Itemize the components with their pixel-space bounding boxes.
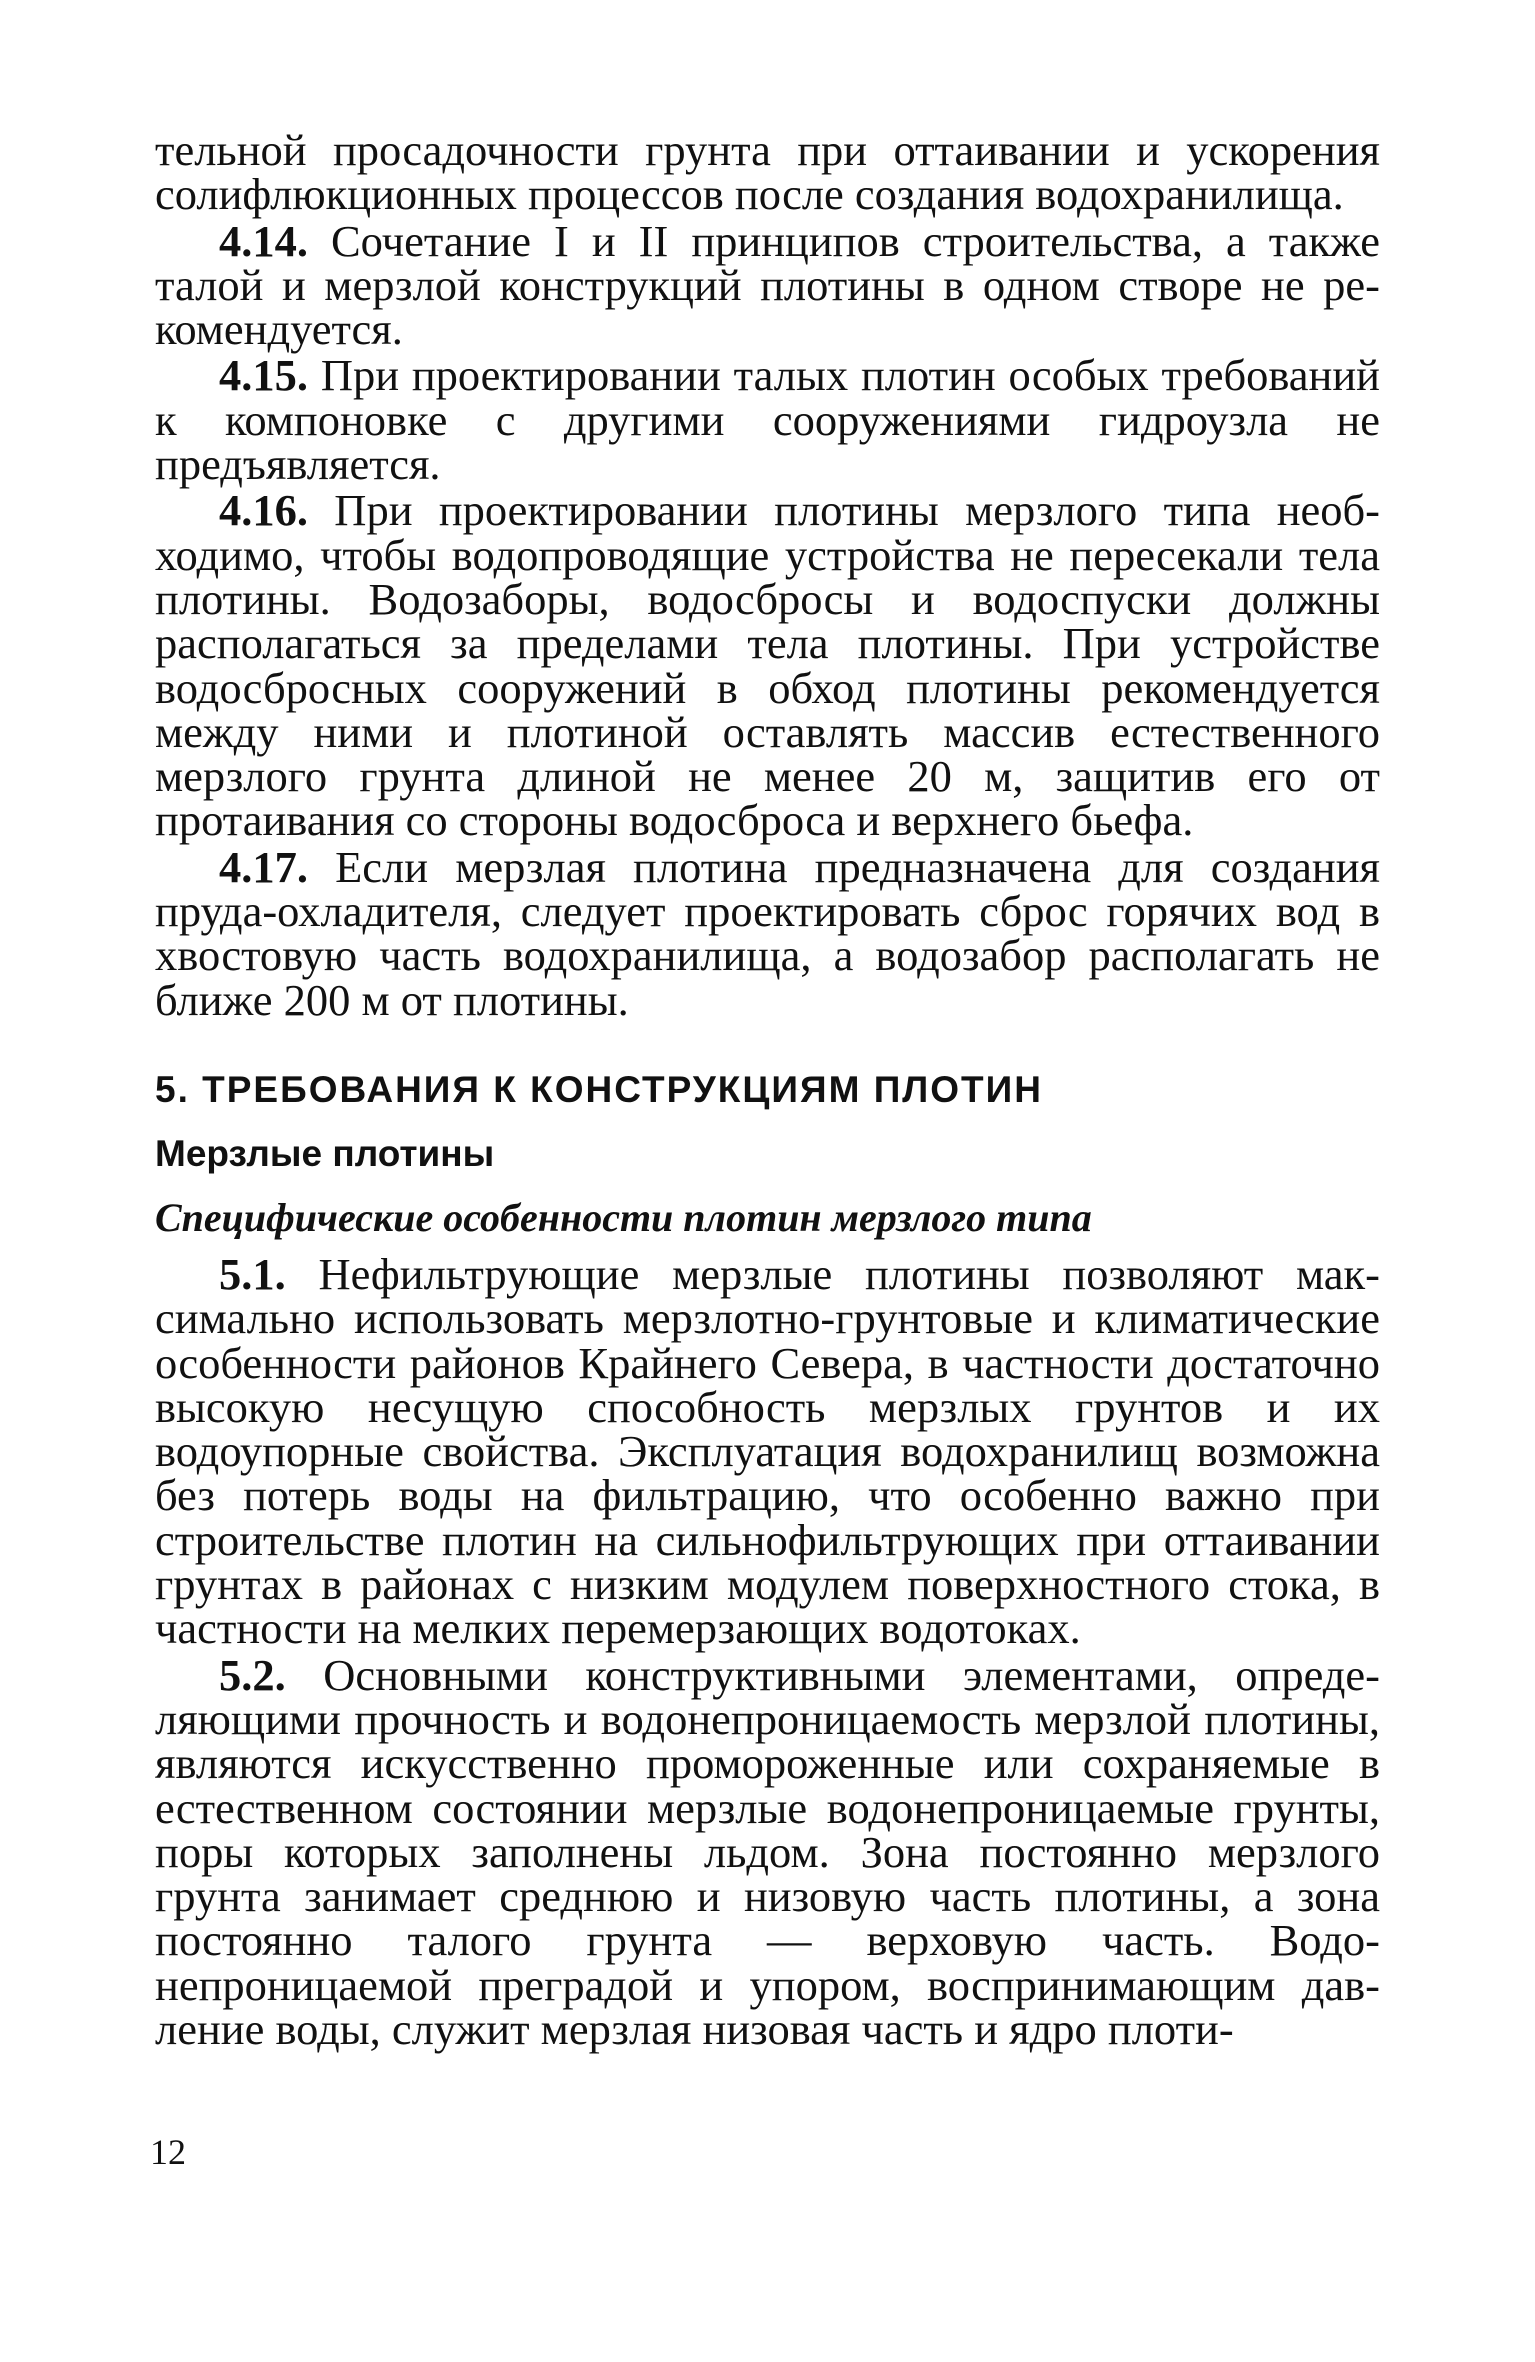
italic-subheading: Специфические особенности плотин мерзлого типа (155, 1194, 1092, 1240)
clause-text: Основными конструктивными элементами, определяющими прочность и водонепроницаемость мерзлой плотины, являются искусственно промороженные или сохраняемые в естественном состоянии мерзлые водонепроницаемые грунты, поры которых заполнены льдом. Зона постоянно мерзлого грунта занимает среднюю и низовую часть плотины, а зона постоянно талого грунта — верховую часть. Водонепроницаемой преградой и упором, воспринимающим давление воды, служит мерзлая низовая часть и ядро плоти- (155, 1649, 1380, 2054)
clause-number: 4.16. (219, 485, 308, 536)
clause-text: Если мерзлая плотина предназначена для создания пруда-охладителя, следует проектировать сброс горячих вод в хвостовую часть водохранилища, а водозабор располагать не ближе 200 м от плотины. (155, 841, 1380, 1025)
clause-text: Нефильтрующие мерзлые плотины позволяют максимально использовать мерзлотно-грунтовые и климатические особенности районов Крайнего Севера, в частности достаточно высокую несущую способность мерзлых грунтов и их водоупорные свойства. Эксплуатация водохранилищ возможна без потерь воды на фильтрацию, что особенно важно при строительстве плотин на сильнофильтрующих при оттаивании грунтах в районах с низким модулем поверхностного стока, в частности на мелких перемерзающих водотоках. (155, 1248, 1380, 1654)
clause-text: Сочетание I и II принципов строительства, а также талой и мерзлой конструкций плотины в одном створе не рекомендуется. (155, 215, 1380, 355)
continuation-paragraph: тельной просадочности грунта при оттаивании и ускорения солифлюкционных процессов после создания водохранилища. (155, 125, 1380, 220)
clause-number: 4.15. (219, 350, 308, 401)
clause-4-16 (155, 485, 1380, 846)
clause-text: При проектировании плотины мерзлого типа необходимо, чтобы водопроводящие устройства не пересекали тела плотины. Водозаборы, водосбросы и водоспуски должны располагаться за пределами тела плотины. При устройстве водосбросных сооружений в обход плотины рекомендуется между ними и плотиной оставлять массив естественного мерзлого грунта длиной не менее 20 м, защитив его от протаивания со стороны водосброса и верхнего бьефа. (155, 485, 1380, 846)
clause-number: 4.17. (219, 841, 308, 892)
clause-text: При проектировании талых плотин особых требований к компоновке с другими сооружениями гидроузла не предъявляется. (155, 350, 1380, 490)
section-heading: 5. ТРЕБОВАНИЯ К КОНСТРУКЦИЯМ ПЛОТИН (155, 1068, 1043, 1110)
clause-number: 5.2. (219, 1649, 286, 1700)
clause-number: 4.14. (219, 215, 308, 266)
clause-4-14 (155, 215, 1380, 355)
page-number: 12 (150, 2132, 186, 2172)
clause-5-2 (155, 1649, 1380, 2054)
clause-4-15 (155, 350, 1380, 490)
clause-4-17 (155, 841, 1380, 1025)
clause-number: 5.1. (219, 1248, 286, 1299)
clause-5-1 (155, 1248, 1380, 1654)
subsection-heading: Мерзлые плотины (155, 1132, 495, 1174)
document-page (155, 125, 1380, 2054)
